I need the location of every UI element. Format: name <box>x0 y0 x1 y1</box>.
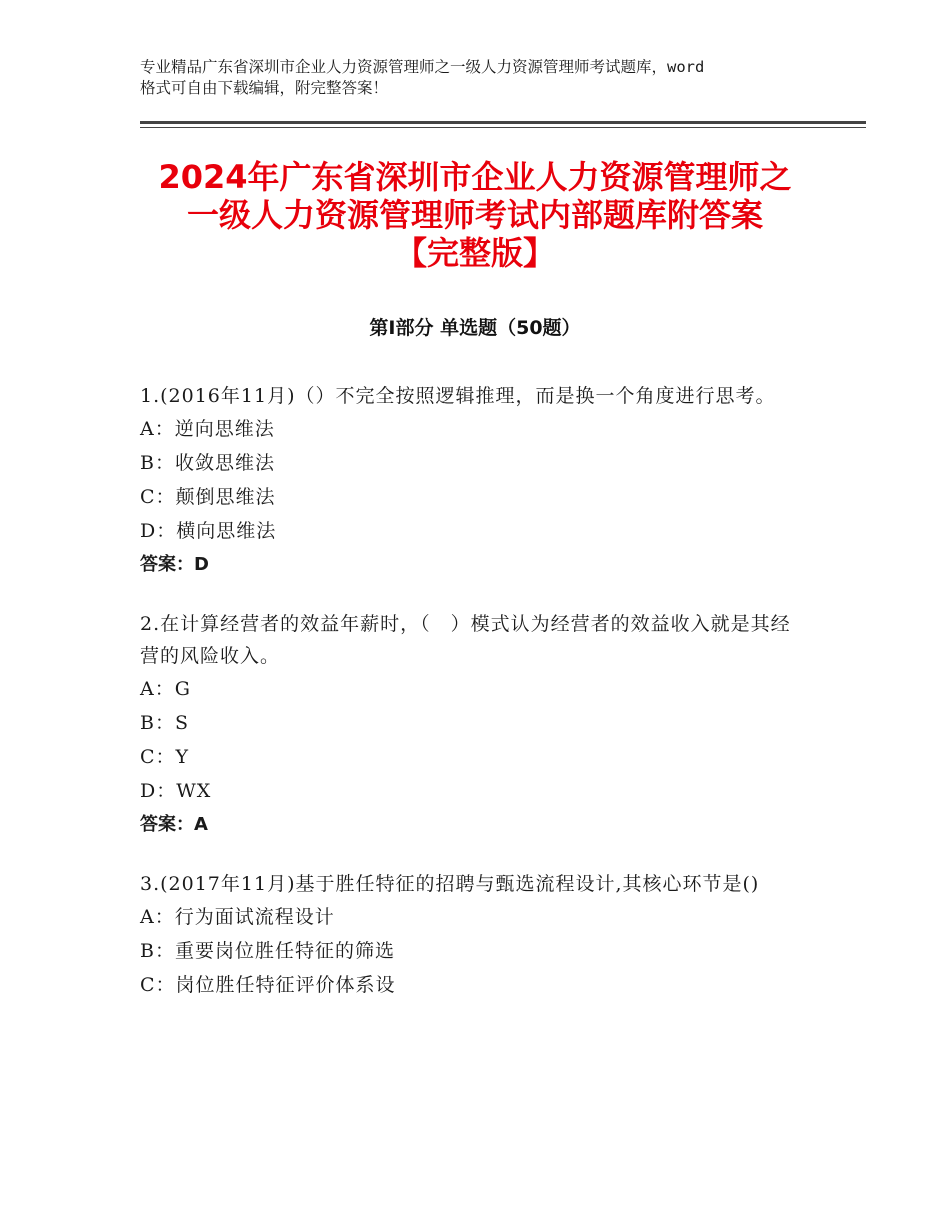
answer: 答案：D <box>140 554 209 575</box>
option-c: C：岗位胜任特征评价体系设 <box>140 974 396 996</box>
document-title-line-1: 2024年广东省深圳市企业人力资源管理师之 <box>158 158 792 196</box>
question-3 <box>140 868 800 1002</box>
question-stem: 1.(2016年11月)（）不完全按照逻辑推理，而是换一个角度进行思考。 <box>140 385 776 407</box>
header-divider-thick <box>140 121 866 124</box>
option-a: A：逆向思维法 <box>140 418 275 440</box>
option-b: B：S <box>140 712 189 734</box>
section-title: 第Ⅰ部分 单选题（50题） <box>369 317 581 339</box>
option-d: D：WX <box>140 780 212 802</box>
question-1 <box>140 380 800 582</box>
question-stem: 3.(2017年11月)基于胜任特征的招聘与甄选流程设计,其核心环节是() <box>140 873 760 895</box>
header-note <box>140 57 820 99</box>
question-stem: 2.在计算经营者的效益年薪时，（ ）模式认为经营者的效益收入就是其经营的风险收入。 <box>140 613 791 667</box>
option-c: C：颠倒思维法 <box>140 486 276 508</box>
option-a: A：G <box>140 678 191 700</box>
header-note-line-2: 格式可自由下载编辑，附完整答案！ <box>140 79 389 97</box>
option-c: C：Y <box>140 746 190 768</box>
document-title <box>100 158 850 272</box>
question-list <box>140 380 800 1028</box>
document-title-line-3: 【完整版】 <box>394 234 555 272</box>
option-d: D：横向思维法 <box>140 520 277 542</box>
option-b: B：收敛思维法 <box>140 452 275 474</box>
header-divider-thin <box>140 127 866 128</box>
answer: 答案：A <box>140 814 208 835</box>
document-title-line-2: 一级人力资源管理师考试内部题库附答案 <box>186 196 763 234</box>
option-b: B：重要岗位胜任特征的筛选 <box>140 940 395 962</box>
header-note-line-1: 专业精品广东省深圳市企业人力资源管理师之一级人力资源管理师考试题库，word <box>140 58 705 76</box>
option-a: A：行为面试流程设计 <box>140 906 335 928</box>
question-2 <box>140 608 800 842</box>
